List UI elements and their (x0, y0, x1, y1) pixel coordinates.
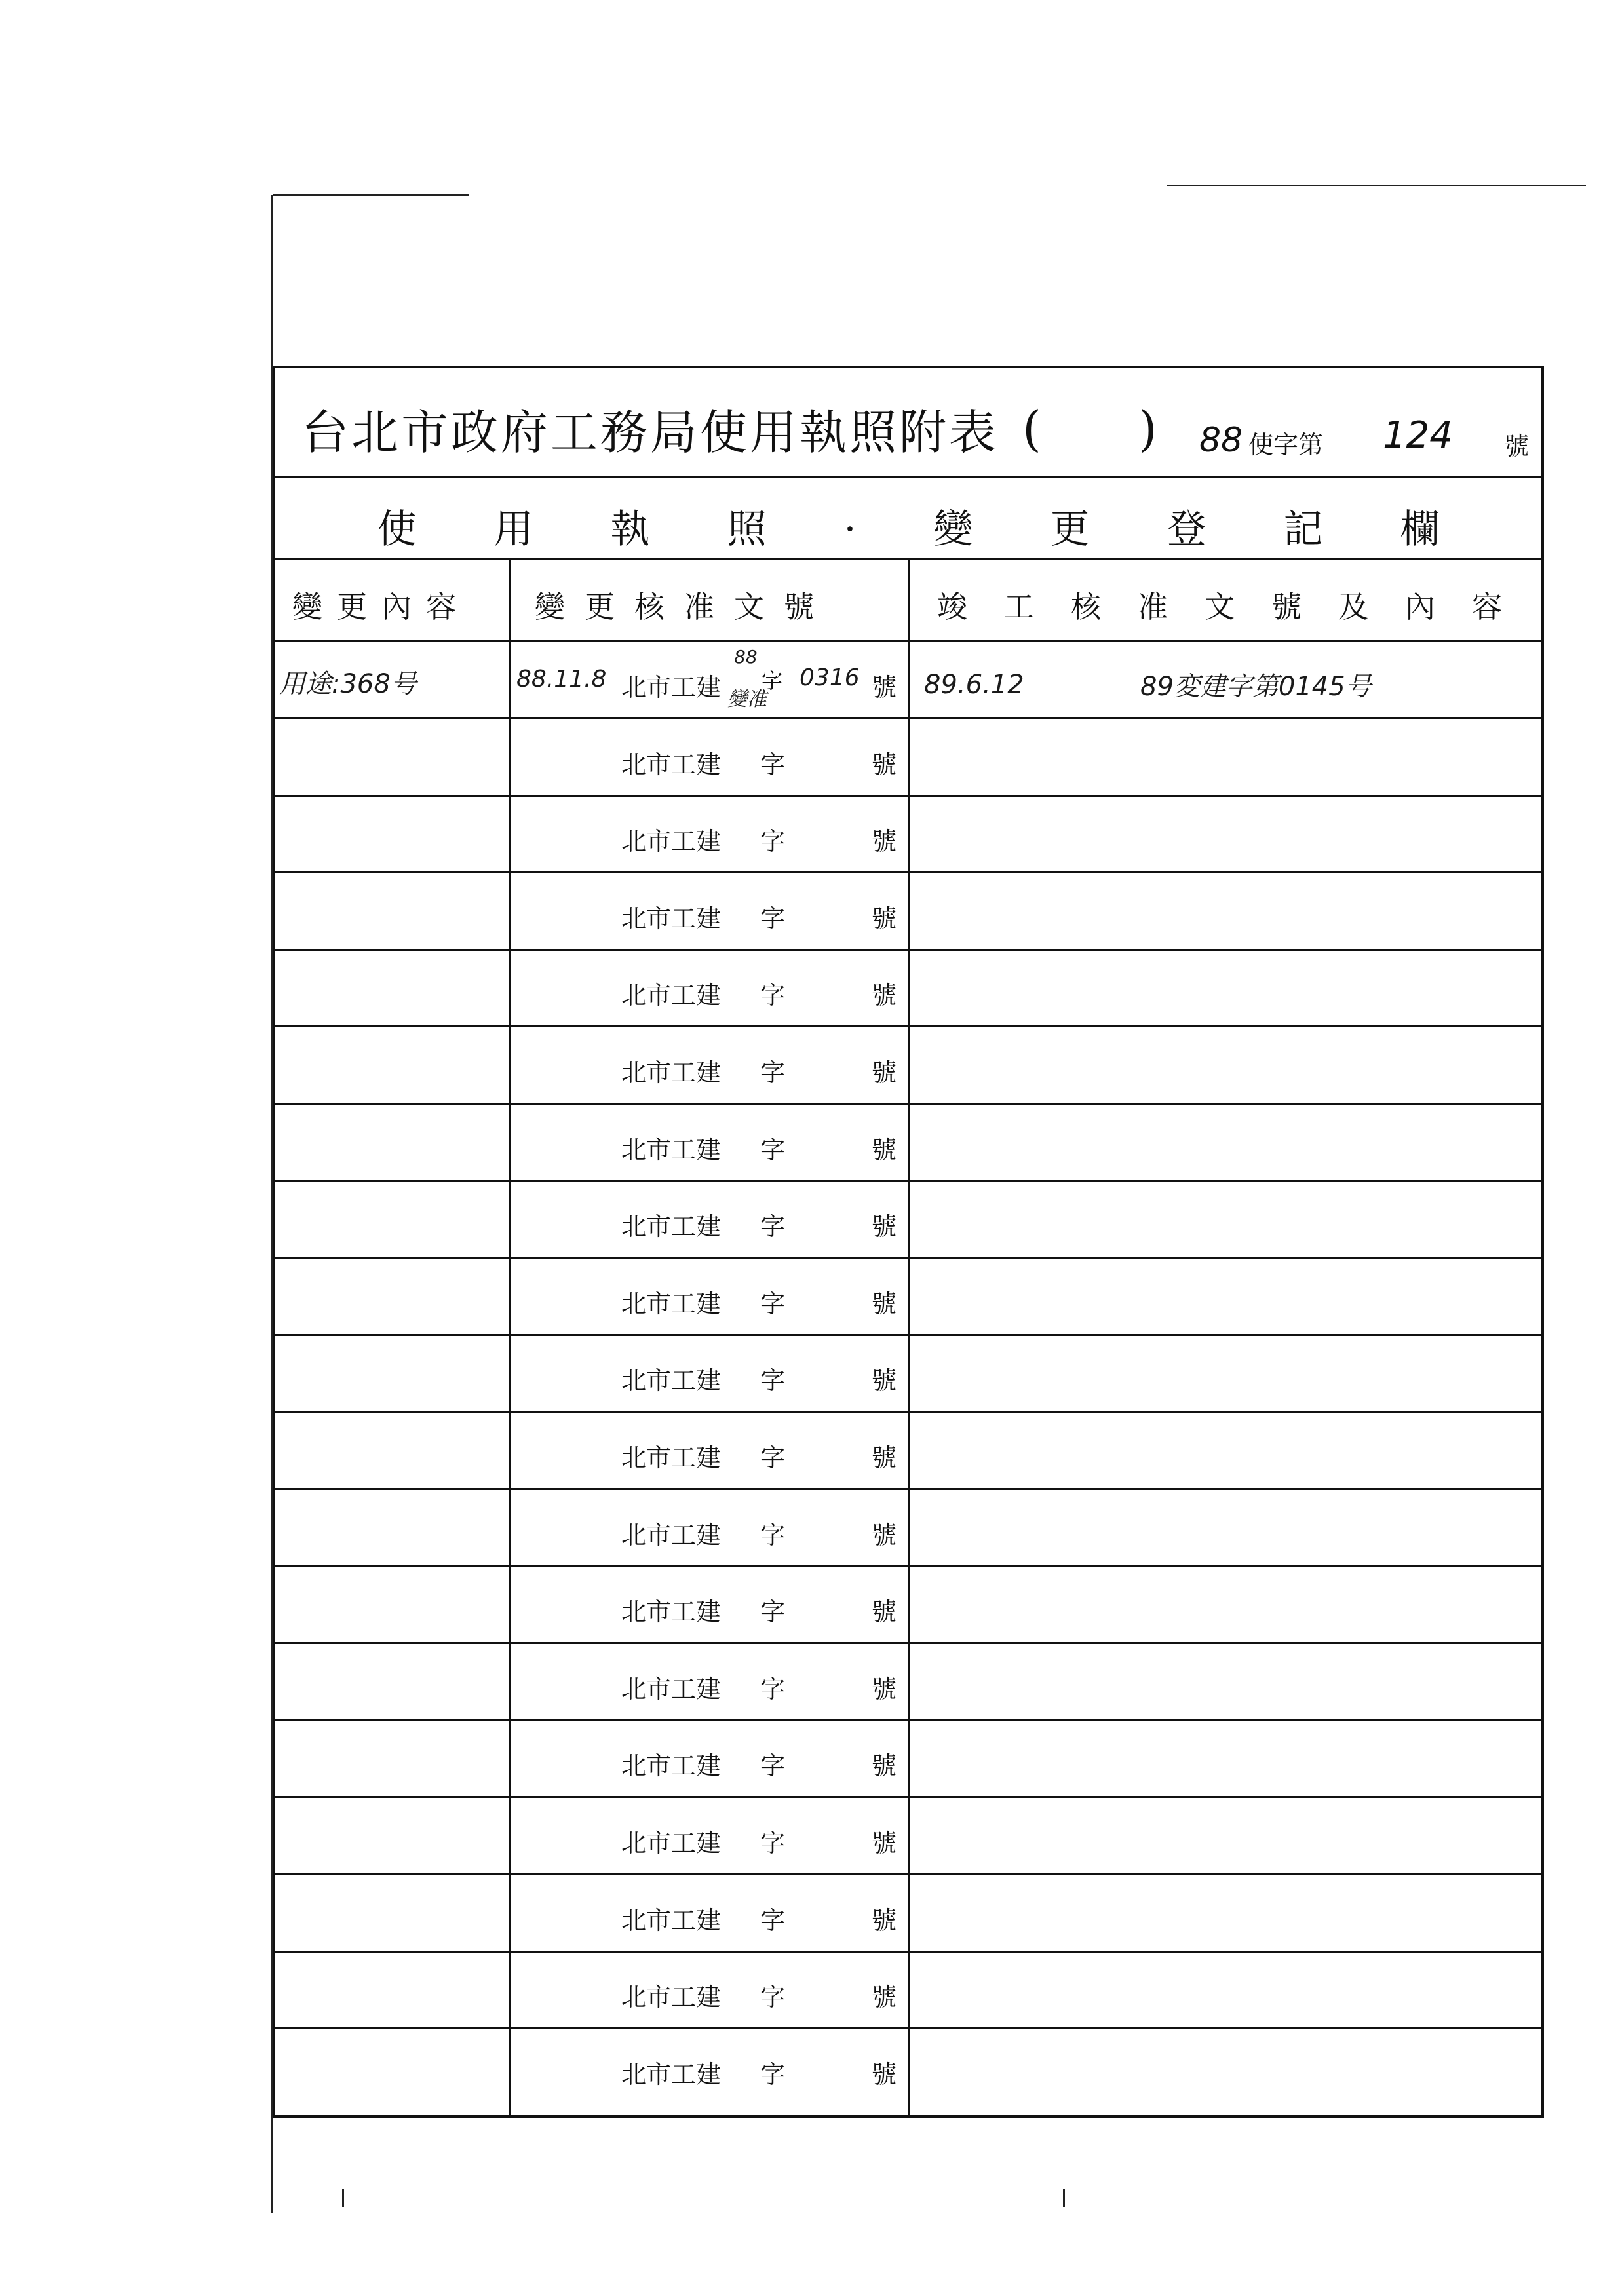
row-approval-hao: 號 (872, 981, 897, 1010)
approval-hao: 號 (872, 673, 897, 702)
row-approval-prefix: 北市工建 (621, 1444, 722, 1472)
form-title: 台北市政府工務局使用執照附表 (301, 405, 999, 460)
row-approval-prefix: 北市工建 (621, 1058, 722, 1087)
row-approval-prefix: 北市工建 (621, 1290, 722, 1318)
row-approval-prefix: 北市工建 (621, 1598, 722, 1626)
usage-permit-form (273, 366, 1544, 2118)
row-approval-char: 字 (760, 1521, 786, 1550)
row-approval-prefix: 北市工建 (621, 981, 722, 1010)
approval-prefix: 北市工建 (621, 673, 722, 702)
table-row (275, 1413, 1541, 1490)
row-approval-prefix: 北市工建 (621, 1983, 722, 2012)
table-row (275, 719, 1541, 797)
table-row (275, 1644, 1541, 1721)
table-row (275, 1105, 1541, 1182)
form-title-row (275, 368, 1541, 478)
section-title-row (275, 478, 1541, 560)
row-approval-hao: 號 (872, 827, 897, 856)
row-approval-prefix: 北市工建 (621, 1829, 722, 1858)
row-approval-hao: 號 (872, 1675, 897, 1704)
row-approval-hao: 號 (872, 1751, 897, 1780)
bottom-mark-right (1063, 2189, 1065, 2207)
table-row (275, 1027, 1541, 1105)
row-approval-char: 字 (760, 1983, 786, 2012)
permit-suffix: 號 (1504, 432, 1530, 461)
row-approval-hao: 號 (872, 750, 897, 779)
row-approval-hao: 號 (872, 1366, 897, 1395)
table-row (275, 2029, 1541, 2107)
row-approval-char: 字 (760, 1906, 786, 1935)
table-row (275, 1798, 1541, 1875)
section-title: 使用執照·變更登記欄 (377, 507, 1517, 552)
row-approval-prefix: 北市工建 (621, 1751, 722, 1780)
row-approval-char: 字 (760, 904, 786, 933)
completion-detail: 89変建字第0145号 (1140, 672, 1372, 702)
row-approval-hao: 號 (872, 1212, 897, 1241)
table-row (275, 873, 1541, 951)
permit-label: 使字第 (1248, 430, 1324, 459)
row-approval-char: 字 (760, 1058, 786, 1087)
row-approval-hao: 號 (872, 1290, 897, 1318)
row-approval-prefix: 北市工建 (621, 904, 722, 933)
row-approval-hao: 號 (872, 1058, 897, 1087)
change-content-entry: 用途:368号 (279, 669, 417, 699)
header-completion: 竣工核准文號及內容 (937, 589, 1539, 624)
row-approval-char: 字 (760, 1212, 786, 1241)
row-approval-prefix: 北市工建 (621, 750, 722, 779)
row-approval-prefix: 北市工建 (621, 1906, 722, 1935)
approval-char: 字 (762, 668, 783, 693)
row-approval-char: 字 (760, 1829, 786, 1858)
row-approval-char: 字 (760, 2060, 786, 2089)
row-approval-char: 字 (760, 1290, 786, 1318)
row-approval-char: 字 (760, 981, 786, 1010)
completion-date: 89.6.12 (924, 670, 1024, 700)
row-approval-char: 字 (760, 1444, 786, 1472)
approval-note-top: 88 (734, 646, 758, 668)
row-approval-prefix: 北市工建 (621, 1136, 722, 1164)
approval-date: 88.11.8 (516, 666, 607, 693)
table-row (275, 950, 1541, 1027)
row-approval-char: 字 (760, 827, 786, 856)
row-approval-char: 字 (760, 1136, 786, 1164)
header-change-content: 變更內容 (292, 589, 471, 624)
table-row (275, 796, 1541, 873)
approval-note-bottom: 變准 (727, 688, 767, 711)
table-row (275, 1181, 1541, 1259)
row-approval-hao: 號 (872, 2060, 897, 2089)
table-row (275, 1490, 1541, 1567)
table-row (275, 1875, 1541, 1953)
row-approval-hao: 號 (872, 1983, 897, 2012)
approval-number: 0316 (800, 664, 860, 691)
row-approval-prefix: 北市工建 (621, 1675, 722, 1704)
row-approval-hao: 號 (872, 1444, 897, 1472)
row-approval-char: 字 (760, 1751, 786, 1780)
row-approval-hao: 號 (872, 1136, 897, 1164)
table-row (275, 1567, 1541, 1644)
header-approval-number: 變更核准文號 (535, 589, 834, 624)
row-approval-hao: 號 (872, 1906, 897, 1935)
table-row (275, 1952, 1541, 2029)
row-approval-char: 字 (760, 1675, 786, 1704)
row-approval-prefix: 北市工建 (621, 2060, 722, 2089)
bottom-mark-left (342, 2189, 344, 2207)
row-approval-hao: 號 (872, 904, 897, 933)
row-approval-hao: 號 (872, 1598, 897, 1626)
table-row (275, 642, 1541, 719)
table-row (275, 1721, 1541, 1798)
row-approval-prefix: 北市工建 (621, 827, 722, 856)
table-row (275, 1335, 1541, 1413)
scan-top-line-right (1167, 185, 1586, 186)
row-approval-prefix: 北市工建 (621, 1521, 722, 1550)
row-approval-char: 字 (760, 1366, 786, 1395)
row-approval-hao: 號 (872, 1829, 897, 1858)
row-approval-prefix: 北市工建 (621, 1212, 722, 1241)
column-header-row (275, 560, 1541, 642)
permit-year: 88 (1199, 421, 1243, 460)
table-row (275, 1259, 1541, 1336)
row-approval-prefix: 北市工建 (621, 1366, 722, 1395)
title-parenthesis: ( ) (1022, 401, 1157, 457)
permit-number: 124 (1383, 414, 1453, 457)
row-approval-hao: 號 (872, 1521, 897, 1550)
scan-top-line-left (273, 194, 469, 196)
row-approval-char: 字 (760, 750, 786, 779)
row-approval-char: 字 (760, 1598, 786, 1626)
